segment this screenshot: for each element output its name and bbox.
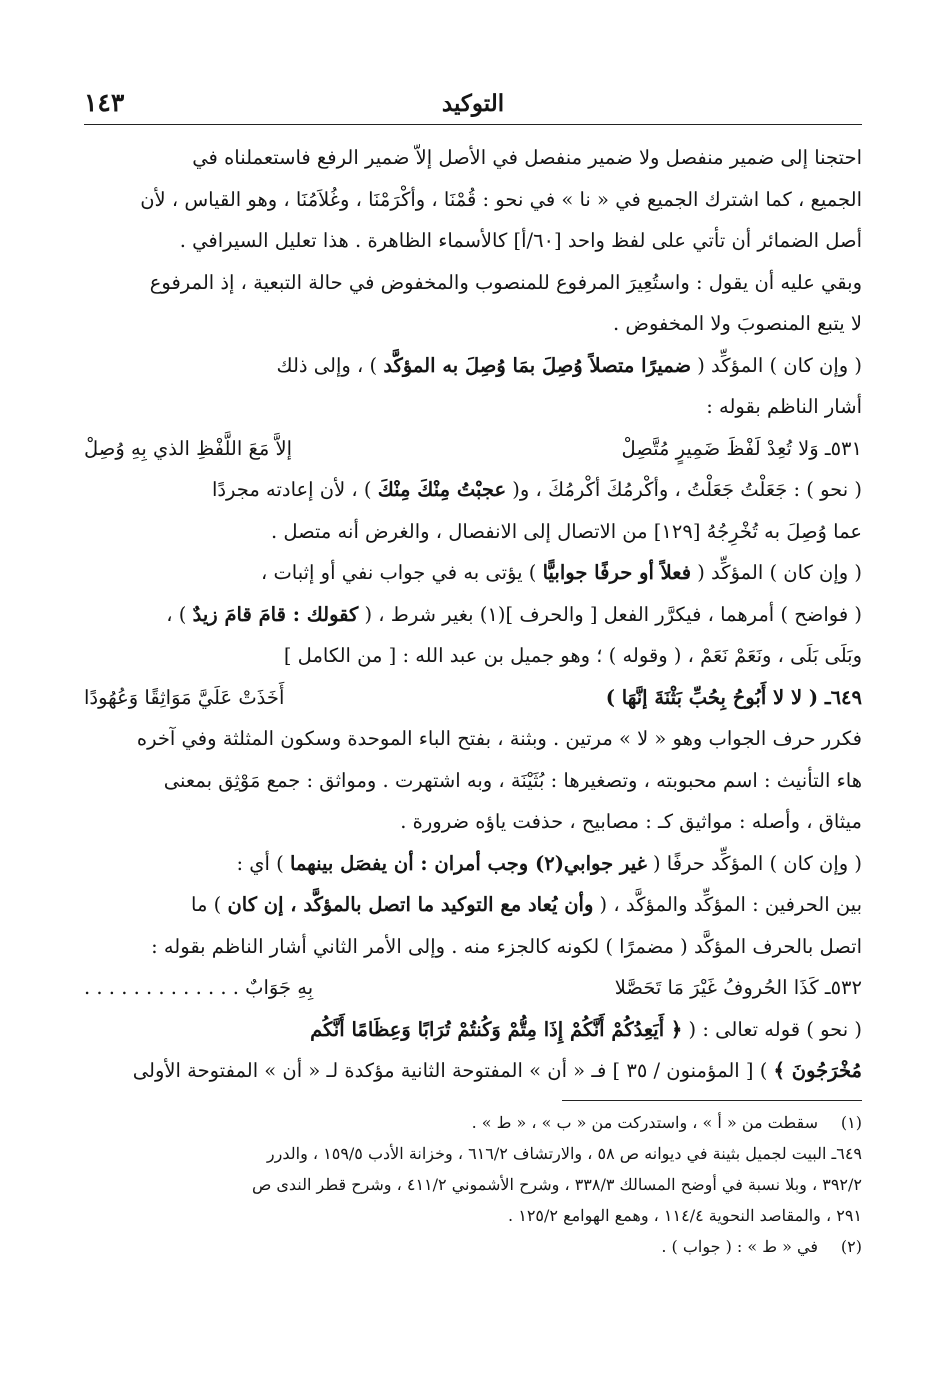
text-line: وبقي عليه أن يقول : واستُعِيرَ المرفوع للمنصوب والمخفوض في حالة التبعية ، إذ المرفوع	[149, 270, 862, 294]
text-line: ( وإن كان ) المؤكِّد ( فعلاً أو حرفًا جوابيًّا ) يؤتى به في جواب نفي أو إثبات ،	[260, 561, 862, 584]
poem-verse-649	[84, 677, 862, 719]
running-title: التوكيد	[441, 90, 505, 117]
footnote-mark: (٢)	[840, 1236, 862, 1256]
text-line: اتصل بالحرف المؤكَّد ( مضمرًا ) لكونه كالجزء منه . وإلى الأمر الثاني أشار الناظم بقوله :	[151, 934, 862, 958]
footnote-separator	[562, 1100, 862, 1101]
text-line: احتجنا إلى ضمير منفصل ولا ضمير منفصل في الأصل إلاّ ضمير الرفع فاستعملناه في	[192, 146, 862, 169]
text-line: مُخْرَجُونَ ﴾ ) [ المؤمنون / ٣٥ ] فـ « أن » المفتوحة الثانية مؤكدة لـ « أن » المفتوحة الأولى	[132, 1059, 862, 1082]
text-line: أصل الضمائر أن تأتي على لفظ واحد [٦٠/أ] كالأسماء الظاهرة . هذا تعليل السيرافي .	[179, 229, 862, 252]
verse-second-hemistich: أَخَذَتْ عَلَيَّ مَوَاثِقًا وَعُهُودًا	[84, 685, 285, 709]
text-line: عما وُصِلَ به تُخْرِجُهُ [١٢٩] من الاتصال إلى الانفصال ، والغرض أنه متصل .	[270, 519, 862, 543]
verse-first-hemistich: ٥٣٢ـ كَذَا الحُروفُ غَيْرَ مَا تَحَصَّلا	[614, 976, 862, 999]
page-number: ١٤٣	[84, 88, 125, 117]
book-page	[84, 88, 862, 1358]
footnote: ٣٩٢/٢ ، وبلا نسبة في أوضح المسالك ٣٣٨/٣ ، وشرح الأشموني ٤١١/٢ ، وشرح قطر الندى ص	[251, 1174, 862, 1194]
footnote: ٢٩١ ، والمقاصد النحوية ١١٤/٤ ، وهمع الهوامع ١٢٥/٢ .	[508, 1205, 862, 1225]
text-line: بين الحرفين : المؤكِّد والمؤكَّد ، ( وأن يُعاد مع التوكيد ما اتصل بالمؤكَّد ، إن كان ) ما	[191, 893, 862, 916]
poem-verse-531	[84, 428, 862, 470]
footnote-mark: (١)	[840, 1112, 862, 1132]
main-text	[84, 137, 862, 1092]
poem-verse-532	[84, 967, 862, 1009]
text-line: ( فواضح ) أمرهما ، فيكرَّر الفعل [ والحرف ](١) بغير شرط ، ( كقولك : قامَ قامَ زيدٌ ) ،	[166, 602, 862, 626]
verse-second-hemistich: إلاَّ مَعَ اللَّفْظِ الذي بِهِ وُصِلْ	[84, 436, 293, 460]
text-line: ( وإن كان ) المؤكِّد حرفًا ( غير جوابي(٢) وجب أمران : أن يفصَل بينهما ) أي :	[236, 851, 862, 875]
verse-second-hemistich: بِهِ جَوَابٌ . . . . . . . . . . . . .	[84, 976, 314, 999]
footnote: (١)سقطت من « أ » ، واستدركت من « ب » ، « ط » .	[84, 1107, 862, 1138]
text-line: ( نحو ) : جَعَلْتُ جَعَلْتُ ، وأكْرمُكَ أكْرمُكَ ، و( عجبْتُ مِنْكَ مِنْكَ ) ، لأن إعادته مجردًا	[211, 478, 862, 501]
footnote: ٦٤٩ـ البيت لجميل بثينة في ديوانه ص ٥٨ ، والارتشاف ٦١٦/٢ ، وخزانة الأدب ١٥٩/٥ ، والدرر	[266, 1143, 862, 1163]
text-line: ( وإن كان ) المؤكِّد ( ضميرًا متصلاً وُصِلَ بمَا وُصِلَ به المؤكَّد ) ، وإلى ذلك	[276, 353, 862, 377]
text-line: لا يتبع المنصوبَ ولا المخفوض .	[612, 312, 862, 335]
text-line: ميثاق ، وأصله : مواثيق كـ : مصابيح ، حذفت ياؤه ضرورة .	[400, 810, 862, 833]
footnote: (٢)في « ط » : ( جواب ) .	[84, 1231, 862, 1262]
text-line: ( نحو ) قوله تعالى : ( ﴿ أَيَعِدُكُمْ أَنَّكُمْ إِذَا مِتُّمْ وَكُنتُمْ تُرَابًا وَعِظَامًا أَنَّكُم	[310, 1017, 862, 1041]
text-line: وبَلَى بَلَى ، ونَعَمْ نَعَمْ ، ( وقوله ) ؛ وهو جميل بن عبد الله : [ من الكامل ]	[283, 644, 862, 667]
text-line: فكرر حرف الجواب وهو « لا » مرتين . وبثنة ، بفتح الباء الموحدة وسكون المثلثة وفي آخره	[136, 727, 862, 750]
verse-first-hemistich: ٥٣١ـ وَلا تُعِدْ لَفْظَ ضَمِيرٍ مُتَّصِلْ	[621, 436, 862, 460]
verse-first-hemistich: ٦٤٩ـ ( لا لا أَبُوحُ بِحُبِّ بَثْنَةَ إنَّهَا )	[605, 685, 862, 709]
text-line: هاء التأنيث : اسم محبوبته ، وتصغيرها : بُثَيْنَة ، وبه اشتهرت . ومواثق : جمع مَوْثِق بمعنى	[163, 768, 862, 792]
page-header	[84, 88, 862, 125]
text-line: أشار الناظم بقوله :	[706, 395, 862, 418]
footnotes	[84, 1107, 862, 1262]
text-line: الجميع ، كما اشترك الجميع في « نا » في نحو : قُمْنَا ، وأكْرَمْنَا ، وغُلاَمُنَا ، وهو القياس ، لأن	[140, 187, 862, 211]
